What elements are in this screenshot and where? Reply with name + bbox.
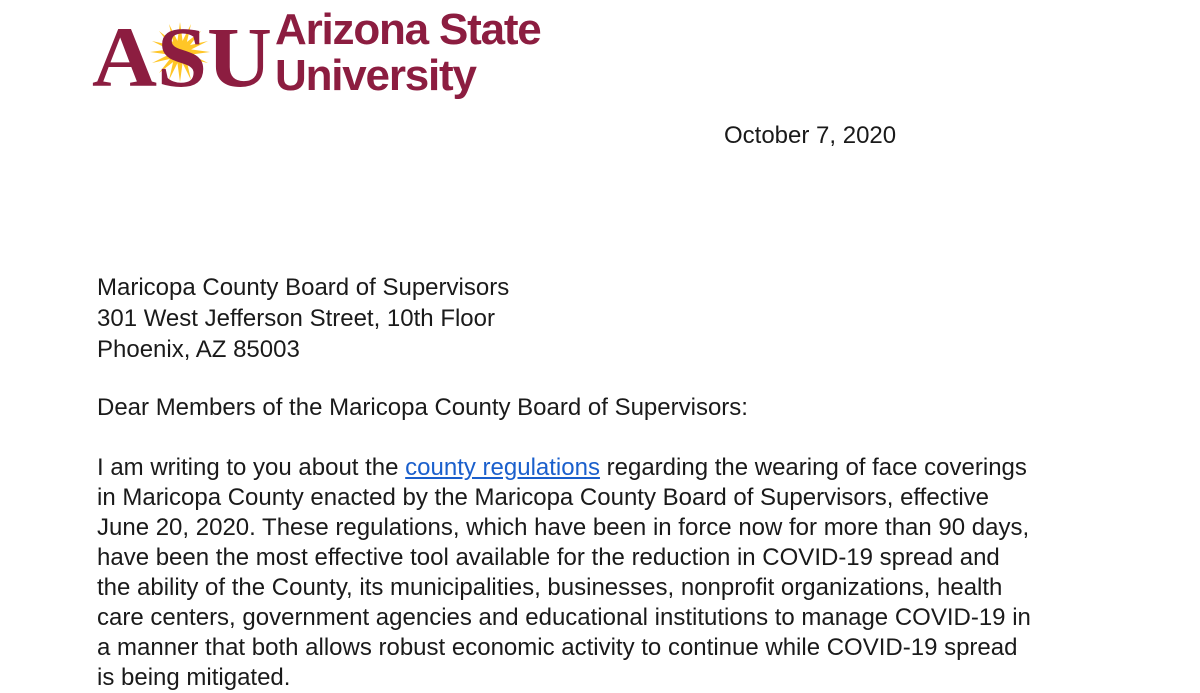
paragraph-line: is being mitigated. xyxy=(97,664,291,691)
body-paragraph xyxy=(97,453,1127,693)
paragraph-line: have been the most effective tool available for the reduction in COVID-19 spread and xyxy=(97,544,1000,571)
letter-date: October 7, 2020 xyxy=(724,122,897,149)
paragraph-text: I am writing to you about the xyxy=(97,454,406,481)
paragraph-line: a manner that both allows robust economic activity to continue while COVID-19 spread xyxy=(97,634,1018,661)
paragraph-line: June 20, 2020. These regulations, which have been in force now for more than 90 days, xyxy=(97,514,1030,541)
recipient-street: 301 West Jefferson Street, 10th Floor xyxy=(97,305,495,332)
paragraph-line: the ability of the County, its municipalities, businesses, nonprofit organizations, health xyxy=(97,574,1003,601)
wordmark-line-2: University xyxy=(275,51,476,100)
asu-logo xyxy=(92,9,272,105)
wordmark-line-1: Arizona State xyxy=(275,5,541,54)
letterhead xyxy=(92,5,552,105)
salutation: Dear Members of the Maricopa County Board of Supervisors: xyxy=(97,394,748,421)
recipient-name: Maricopa County Board of Supervisors xyxy=(97,274,510,301)
county-regulations-link[interactable]: county regulations xyxy=(405,454,600,481)
paragraph-line: care centers, government agencies and educational institutions to manage COVID-19 in xyxy=(97,604,1031,631)
logo-text: ASU xyxy=(92,9,272,105)
recipient-city: Phoenix, AZ 85003 xyxy=(97,336,300,363)
university-wordmark xyxy=(275,5,541,100)
paragraph-line xyxy=(97,453,1127,483)
recipient-address xyxy=(97,272,509,365)
paragraph-text: regarding the wearing of face coverings xyxy=(599,454,1027,481)
paragraph-line: in Maricopa County enacted by the Maricopa County Board of Supervisors, effective xyxy=(97,484,990,511)
